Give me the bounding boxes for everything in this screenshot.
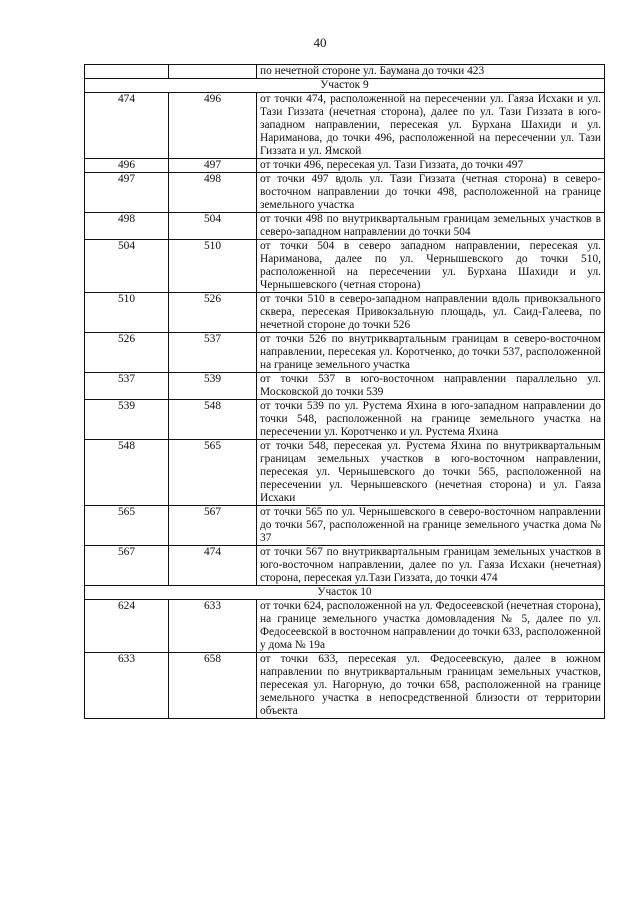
- to-point-cell: 498: [169, 173, 257, 213]
- table-row: [85, 159, 605, 173]
- from-point-cell: 567: [85, 546, 169, 586]
- from-point-cell: 537: [85, 373, 169, 400]
- to-point-cell: 526: [169, 293, 257, 333]
- from-point-cell: 504: [85, 240, 169, 293]
- from-point-cell: 624: [85, 600, 169, 653]
- to-point-cell: 539: [169, 373, 257, 400]
- table-row: [85, 600, 605, 653]
- description-cell: от точки 504 в северо западном направлении, пересекая ул. Нариманова, далее по ул. Чернышевского до точки 510, расположенной на пересечении ул. Бурхана Шахиди и ул. Чернышевского (четная сторона): [257, 240, 605, 293]
- from-point-cell: 474: [85, 93, 169, 159]
- from-point-cell: 633: [85, 653, 169, 719]
- from-point-cell: 548: [85, 440, 169, 506]
- description-cell: от точки 496, пересекая ул. Тази Гиззата, до точки 497: [257, 159, 605, 173]
- to-point-cell: 567: [169, 506, 257, 546]
- page-number: 40: [313, 35, 327, 50]
- description-cell: от точки 565 по ул. Чернышевского в северо-восточном направлении до точки 567, расположенной на границе земельного участка дома № 37: [257, 506, 605, 546]
- section-title: Участок 9: [85, 79, 605, 93]
- to-point-cell: 658: [169, 653, 257, 719]
- table-row: [85, 546, 605, 586]
- table-row: [85, 333, 605, 373]
- description-cell: от точки 548, пересекая ул. Рустема Яхина по внутриквартальным границам земельных участков в юго-восточном направлении, пересекая ул. Чернышевского до точки 565, расположенной на пересечении ул. Чернышевского (нечетная сторона) и ул. Гаяза Исхаки: [257, 440, 605, 506]
- table-row: [85, 93, 605, 159]
- to-point-cell: 474: [169, 546, 257, 586]
- to-point-cell: 633: [169, 600, 257, 653]
- from-point-cell: 539: [85, 400, 169, 440]
- boundary-table: [84, 64, 605, 719]
- description-cell: от точки 567 по внутриквартальным границам земельных участков в юго-восточном направлении, далее по ул. Гаяза Исхаки (нечетная) сторона, пересекая ул.Тази Гиззата, до точки 474: [257, 546, 605, 586]
- table-row: [85, 440, 605, 506]
- description-cell: от точки 539 по ул. Рустема Яхина в юго-западном направлении до точки 548, расположенной на границе земельного участка на пересечении ул. Коротченко и ул. Рустема Яхина: [257, 400, 605, 440]
- description-cell: от точки 498 по внутриквартальным границам земельных участков в северо-западном направлении до точки 504: [257, 213, 605, 240]
- table-row: [85, 173, 605, 213]
- from-point-cell: 565: [85, 506, 169, 546]
- to-point-cell: 565: [169, 440, 257, 506]
- from-point-cell: 498: [85, 213, 169, 240]
- description-cell: от точки 624, расположенной на ул. Федосеевской (нечетная сторона), на границе земельного участка домовладения № 5, далее по ул. Федосеевской в восточном направлении до точки 633, расположенной у дома № 19а: [257, 600, 605, 653]
- table-row: [85, 400, 605, 440]
- from-point-cell: 510: [85, 293, 169, 333]
- table-row: [85, 653, 605, 719]
- description-cell: от точки 510 в северо-западном направлении вдоль привокзального сквера, пересекая Привокзальную площадь, ул. Саид-Галеева, по нечетной стороне до точки 526: [257, 293, 605, 333]
- from-point-cell: 496: [85, 159, 169, 173]
- description-cell: по нечетной стороне ул. Баумана до точки 423: [257, 65, 605, 79]
- table-row: [85, 240, 605, 293]
- to-point-cell: 504: [169, 213, 257, 240]
- description-cell: от точки 633, пересекая ул. Федосеевскую, далее в южном направлении по внутриквартальным границам земельных участков, пересекая ул. Нагорную, до точки 658, расположенной на границе земельного участка в непосредственной близости от территории объекта: [257, 653, 605, 719]
- description-cell: от точки 474, расположенной на пересечении ул. Гаяза Исхаки и ул. Тази Гиззата (нечетная сторона), далее по ул. Тази Гиззата в юго-западном направлении, пересекая ул. Бурхана Шахиди и ул. Нариманова, до точки 496, расположенной на пересечении ул. Тази Гиззата и ул. Ямской: [257, 93, 605, 159]
- description-cell: от точки 526 по внутриквартальным границам в северо-восточном направлении, пересекая ул. Коротченко, до точки 537, расположенной на границе земельного участка: [257, 333, 605, 373]
- table-row: [85, 293, 605, 333]
- table-row: [85, 506, 605, 546]
- from-point-cell: [85, 65, 169, 79]
- to-point-cell: 537: [169, 333, 257, 373]
- description-cell: от точки 537 в юго-восточном направлении параллельно ул. Московской до точки 539: [257, 373, 605, 400]
- section-row: [85, 586, 605, 600]
- table-row: [85, 65, 605, 79]
- section-title: Участок 10: [85, 586, 605, 600]
- table-row: [85, 213, 605, 240]
- to-point-cell: 548: [169, 400, 257, 440]
- from-point-cell: 497: [85, 173, 169, 213]
- to-point-cell: 497: [169, 159, 257, 173]
- section-row: [85, 79, 605, 93]
- from-point-cell: 526: [85, 333, 169, 373]
- description-cell: от точки 497 вдоль ул. Тази Гиззата (четная сторона) в северо-восточном направлении до точки 498, расположенной на границе земельного участка: [257, 173, 605, 213]
- to-point-cell: 510: [169, 240, 257, 293]
- table-row: [85, 373, 605, 400]
- to-point-cell: [169, 65, 257, 79]
- to-point-cell: 496: [169, 93, 257, 159]
